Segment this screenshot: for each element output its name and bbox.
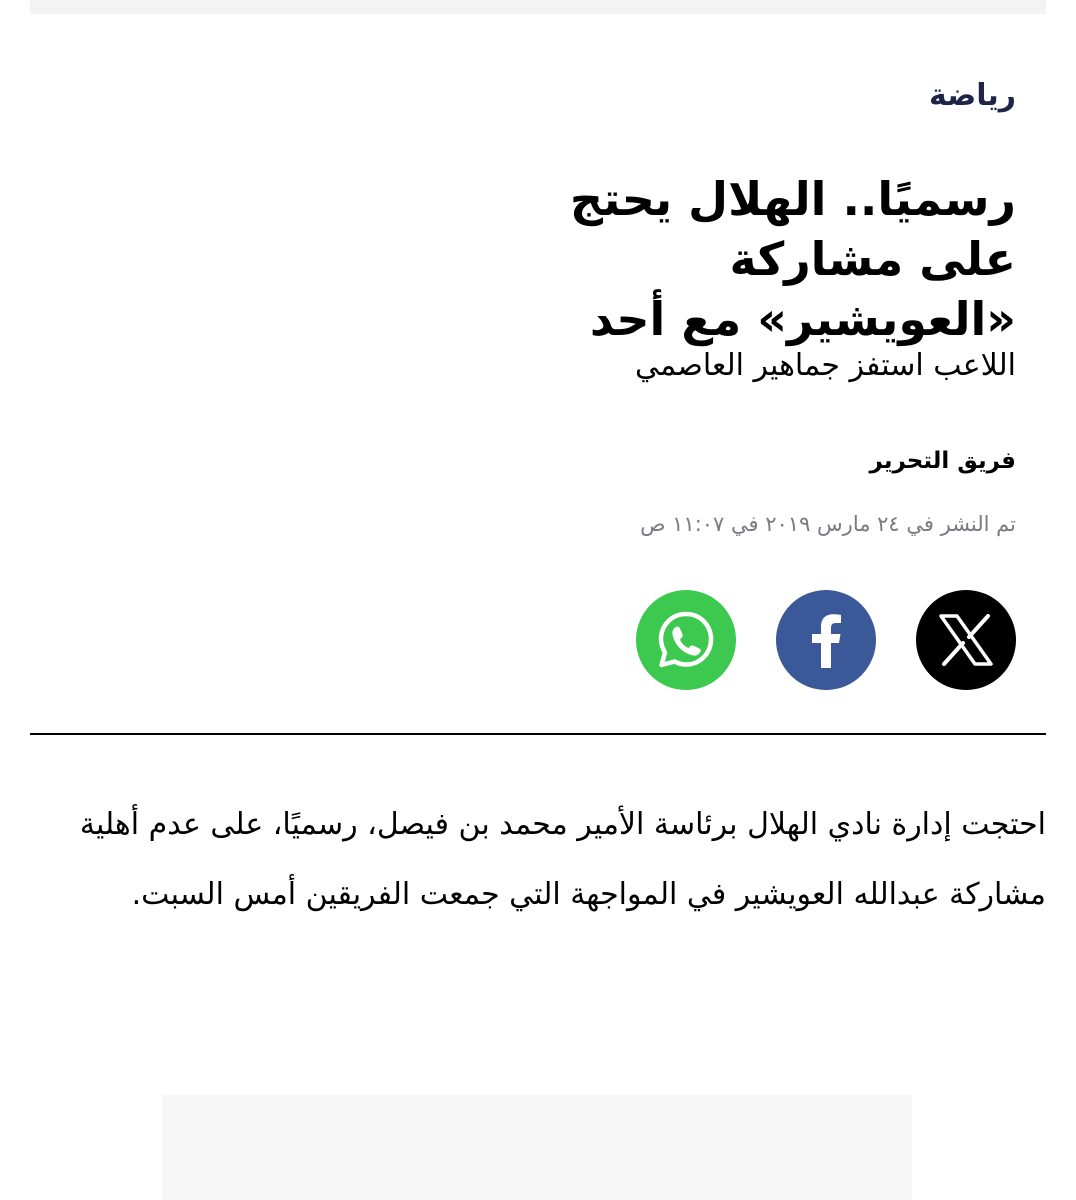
category-link[interactable]: رياضة [929, 78, 1016, 113]
facebook-icon [809, 612, 843, 668]
share-buttons [636, 590, 1016, 690]
top-strip [30, 0, 1046, 14]
ad-placeholder [162, 1095, 912, 1200]
x-icon [938, 614, 994, 666]
author-link[interactable]: فريق التحرير [869, 448, 1016, 474]
share-x-button[interactable] [916, 590, 1016, 690]
share-facebook-button[interactable] [776, 590, 876, 690]
share-whatsapp-button[interactable] [636, 590, 736, 690]
publish-date: تم النشر في ٢٤ مارس ٢٠١٩ في ١١:٠٧ ص [640, 512, 1016, 536]
whatsapp-icon [655, 609, 717, 671]
article-body: احتجت إدارة نادي الهلال برئاسة الأمير محمد بن فيصل، رسميًا، على عدم أهلية مشاركة عبدالله العويشير في المواجهة التي جمعت الفريقين أمس السبت. [79, 807, 1046, 912]
article-subtitle: اللاعب استفز جماهير العاصمي [635, 348, 1016, 383]
article-headline: رسميًا.. الهلال يحتج على مشاركة «العويشير» مع أحد [569, 172, 1016, 346]
section-divider [30, 733, 1046, 735]
